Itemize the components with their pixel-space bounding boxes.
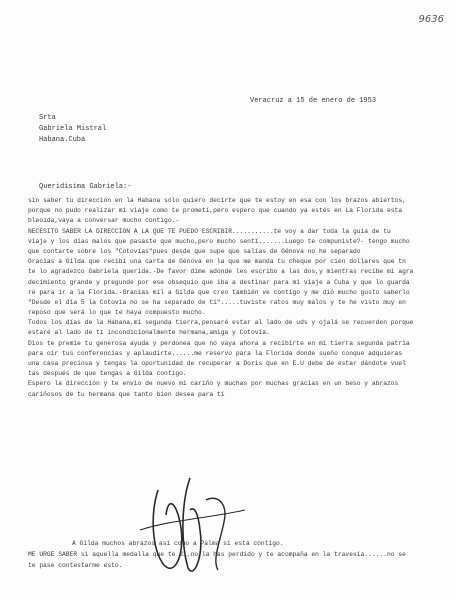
body-line: "Desde el día 5 la Cotovía no se ha separado de tí".....tuviste ratos muy malos y te he visto muy en xyxy=(28,298,406,306)
body-line: sin saber tu dirección en la Habana sólo quiero decirte que te estoy en esa con los brazos abiertos, xyxy=(28,197,406,204)
greeting: Queridisima Gabriela:- xyxy=(39,183,132,191)
postscript-line: te pase contestarme esto. xyxy=(28,562,123,569)
body-line: para oír tus conferencias y aplaudirte......me reservo para la Florida donde sueño conque adquieras xyxy=(28,349,403,357)
body-line: decimiento grande y pregunde por ese obsequio que iba a destinar para mi viaje a Cuba y que lo guarda xyxy=(28,278,410,286)
body-line: tas después de que tengas a Gilda contigo. xyxy=(28,370,187,378)
postscript-line: A Gilda muchos abrazos así como a Palma si está contigo. xyxy=(72,540,284,547)
body-line: Dios te premie tu generosa ayuda y perdonea que no vaya ahora a recibirte en mi tierra segunda patria xyxy=(28,339,410,347)
body-line: viaje y los días malos que pasaste que mucho,pero mucho sentí.......Luego te compuniste?- tengo mucho xyxy=(28,237,410,245)
body-line: Gracias a Gilda que recibí una carta de Génova en la que me manda tu cheque por cien dollares que tn xyxy=(28,258,406,266)
body-line: cariñosos de tu hermana que tanto bien desea para tí xyxy=(28,390,225,398)
addressee-name: Gabriela Mistral xyxy=(39,125,107,133)
body-line: NECESITO SABER LA DIRECCION A LA QUE TE PUEDO ESCRIBIR...........te voy a dar toda la guía de tu xyxy=(28,227,391,235)
postscript-line: ME URGE SABER si aquella medalla que te dí,no la has perdido y te acompaña en la travesía......no se xyxy=(28,551,406,558)
letter-body xyxy=(28,196,444,400)
body-line: Espero la dirección y te envio de nuevo mi cariño y muchas por muchas gracias en un beso y abrazos xyxy=(28,380,399,388)
addressee-title: Srta xyxy=(39,114,56,122)
body-line: Todos los días de la Habana,mi segunda tierra,pensaré estar al lado de uds y ojalá se recuerden porque xyxy=(28,319,414,327)
body-line: una casa preciosa y tengas la oportunidad de recuperar a Doris que en E.U debe de estar dándote vuel xyxy=(28,360,406,367)
body-line: ré para ir a la Florida.-Gracias mil a Gilda que creo también ve contigo y me dió mucho gusto saberlo xyxy=(28,288,410,296)
body-line: bleoida,vaya a conversar mucho contigo.- xyxy=(28,217,180,225)
archive-reference-number: 9636 xyxy=(418,14,444,25)
letter-date: Veracruz a 15 de enero de 1953 xyxy=(250,97,377,105)
addressee-city: Habana.Cuba xyxy=(39,136,86,144)
body-line: te lo agradezco Gabriela querida.-De favor dime adonde les escribo a las dos,y mientras recibe mi agra xyxy=(28,268,414,276)
postscript xyxy=(28,538,406,571)
addressee-block xyxy=(39,113,106,146)
body-line: reposo que será lo que te haya compuesto mucho. xyxy=(28,309,206,317)
body-line: estaré al lado de tí incondicionalmente hermana,amiga y Cotovía. xyxy=(28,329,270,337)
body-line: porque no pudo realizar mi viaje como te prometí,pero espero que cuando ya estés en La Florida esta xyxy=(28,207,403,215)
body-line: que contarte sobre los "Cotovías"pues desde que supe que salías de Génova no he separado xyxy=(28,247,361,255)
